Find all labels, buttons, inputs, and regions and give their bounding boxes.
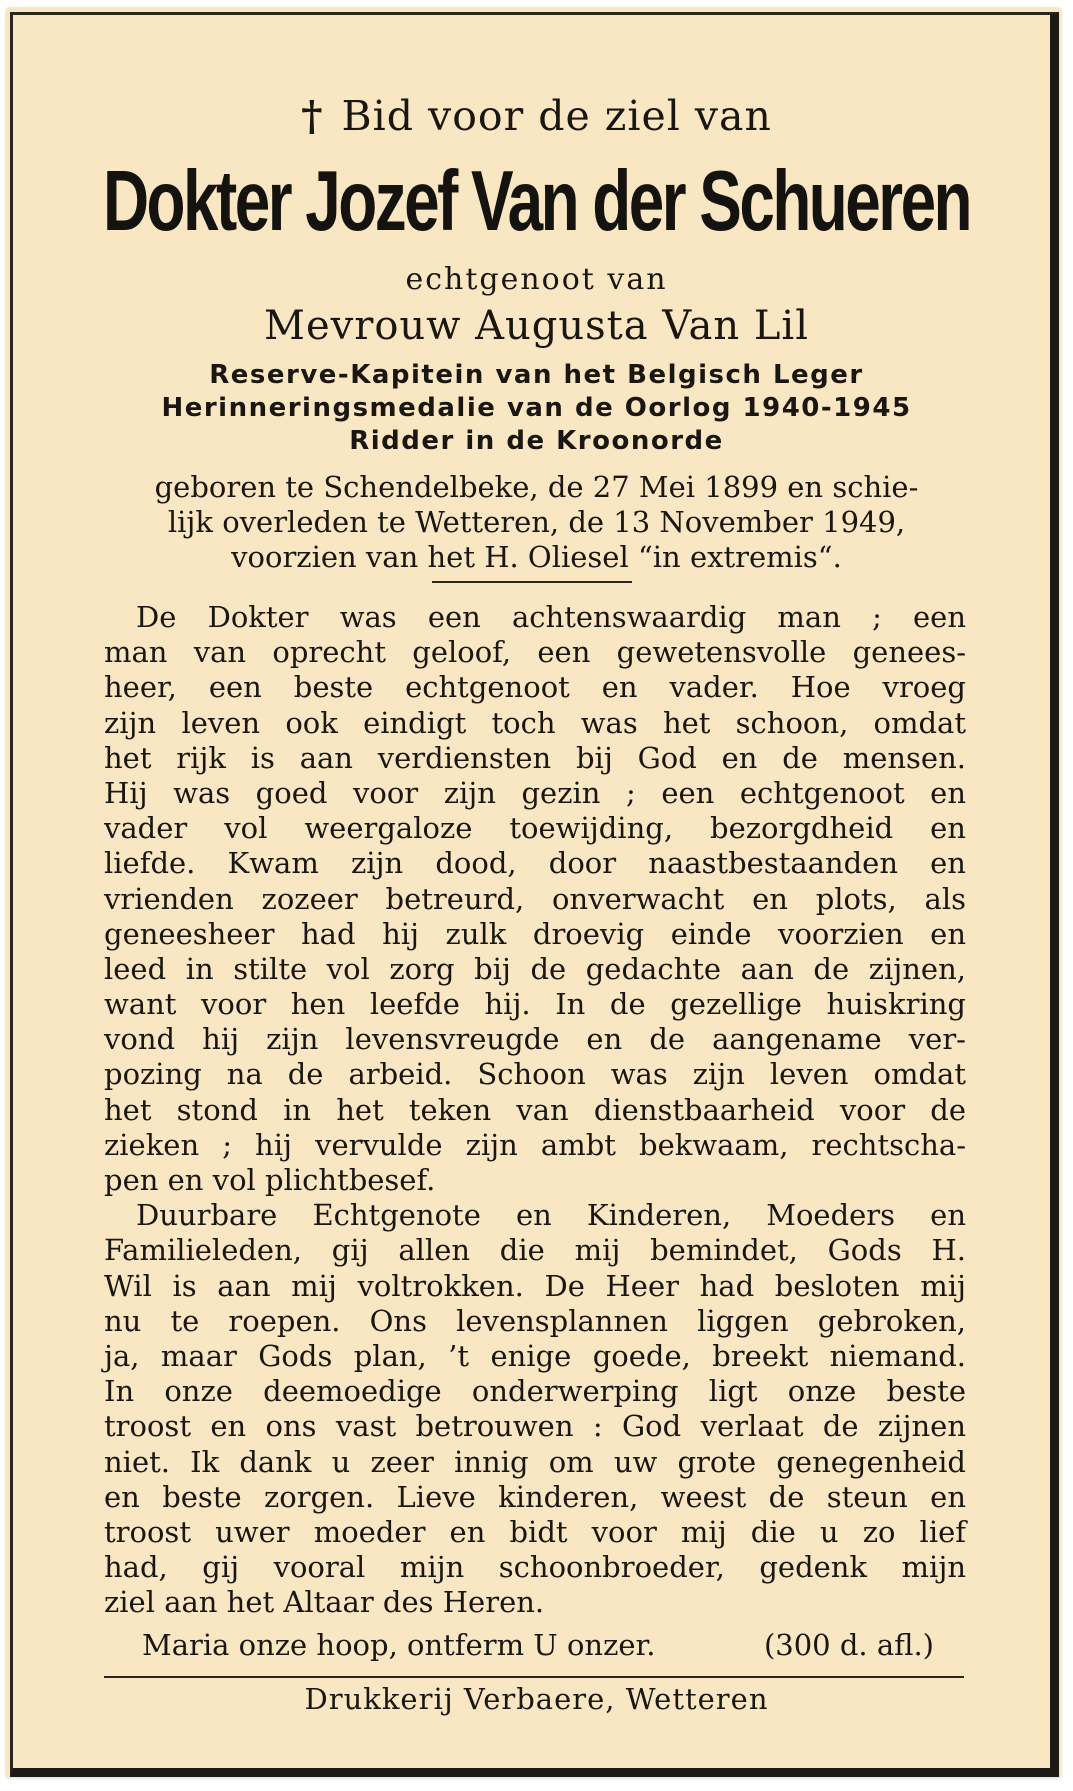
title-line: Ridder in de Kroonorde — [349, 426, 724, 456]
closing-line — [142, 1628, 934, 1662]
body-line: leed in stilte vol zorg bij de gedachte aan de zijnen, — [104, 951, 966, 986]
closing-prayer: Maria onze hoop, ontferm U onzer. — [142, 1628, 656, 1662]
divider-long — [104, 1676, 964, 1678]
deceased-name: Dokter Jozef Van der Schueren — [102, 153, 971, 250]
body-line: het stond in het teken van dienstbaarheid voor de — [104, 1092, 966, 1127]
body-line: In onze deemoedige onderwerping ligt onze beste — [104, 1374, 966, 1409]
body-line: vader vol weergaloze toewijding, bezorgdheid en — [104, 811, 966, 846]
printer-credit: Drukkerij Verbaere, Wetteren — [304, 1682, 769, 1716]
body-line: Duurbare Echtgenote en Kinderen, Moeders en — [136, 1198, 966, 1233]
body-line: ja, maar Gods plan, ’t enige goede, breekt niemand. — [104, 1338, 966, 1373]
body-line: want voor hen leefde hij. In de gezellige huiskring — [104, 987, 966, 1022]
body-line: had, gij vooral mijn schoonbroeder, gedenk mijn — [104, 1550, 966, 1585]
indulgence-note: (300 d. afl.) — [763, 1628, 934, 1662]
body-line: zijn leven ook eindigt toch was het schoon, omdat — [104, 705, 966, 740]
body-line: geneesheer had hij zulk droevig einde voorzien en — [104, 916, 966, 951]
body-line: heer, een beste echtgenoot en vader. Hoe vroeg — [104, 670, 966, 705]
prayer-text: Bid voor de ziel van — [341, 92, 772, 140]
body-line: nu te roepen. Ons levensplannen liggen gebroken, — [104, 1303, 966, 1338]
body-line: Hij was goed voor zijn gezin ; een echtgenoot en — [104, 775, 966, 810]
birth-line: geboren te Schendelbeke, de 27 Mei 1899 en schie- — [154, 470, 919, 504]
cross-icon: † — [301, 92, 324, 140]
body-line: niet. Ik dank u zeer innig om uw grote genegenheid — [104, 1444, 966, 1479]
birth-line: voorzien van het H. Oliesel “in extremis“. — [231, 540, 842, 574]
body-line: pozing na de arbeid. Schoon was zijn leven omdat — [104, 1057, 966, 1092]
divider-short — [432, 581, 632, 583]
body-line: Familieleden, gij allen die mij bemindet, Gods H. — [104, 1233, 966, 1268]
body-line: zieken ; hij vervulde zijn ambt bekwaam, rechtscha- — [104, 1127, 966, 1162]
title-line: Herinneringsmedalie van de Oorlog 1940-1945 — [161, 393, 912, 423]
body-line: het rijk is aan verdiensten bij God en de mensen. — [104, 740, 966, 775]
body-line: troost en ons vast betrouwen : God verlaat de zijnen — [104, 1409, 966, 1444]
body-line: liefde. Kwam zijn dood, door naastbestaanden en — [104, 846, 966, 881]
spouse-label: echtgenoot van — [405, 262, 668, 297]
body-line: Wil is aan mij voltrokken. De Heer had besloten mij — [104, 1268, 966, 1303]
birth-line: lijk overleden te Wetteren, de 13 November 1949, — [167, 505, 906, 539]
body-line: man van oprecht geloof, een gewetensvolle genees- — [104, 635, 966, 670]
title-line: Reserve-Kapitein van het Belgisch Leger — [209, 360, 864, 390]
spouse-name: Mevrouw Augusta Van Lil — [263, 303, 809, 349]
body-line: vond hij zijn levensvreugde en de aangename ver- — [104, 1022, 966, 1057]
body-line: troost uwer moeder en bidt voor mij die u zo lief — [104, 1514, 966, 1549]
body-line: en beste zorgen. Lieve kinderen, weest de steun en — [104, 1479, 966, 1514]
body-line: ziel aan het Altaar des Heren. — [104, 1585, 545, 1620]
body-text — [104, 600, 966, 1620]
body-line: pen en vol plichtbesef. — [104, 1163, 436, 1197]
body-line: De Dokter was een achtenswaardig man ; een — [136, 600, 966, 634]
body-line: vrienden zozeer betreurd, onverwacht en plots, als — [104, 881, 966, 916]
prayer-heading — [0, 92, 1073, 140]
